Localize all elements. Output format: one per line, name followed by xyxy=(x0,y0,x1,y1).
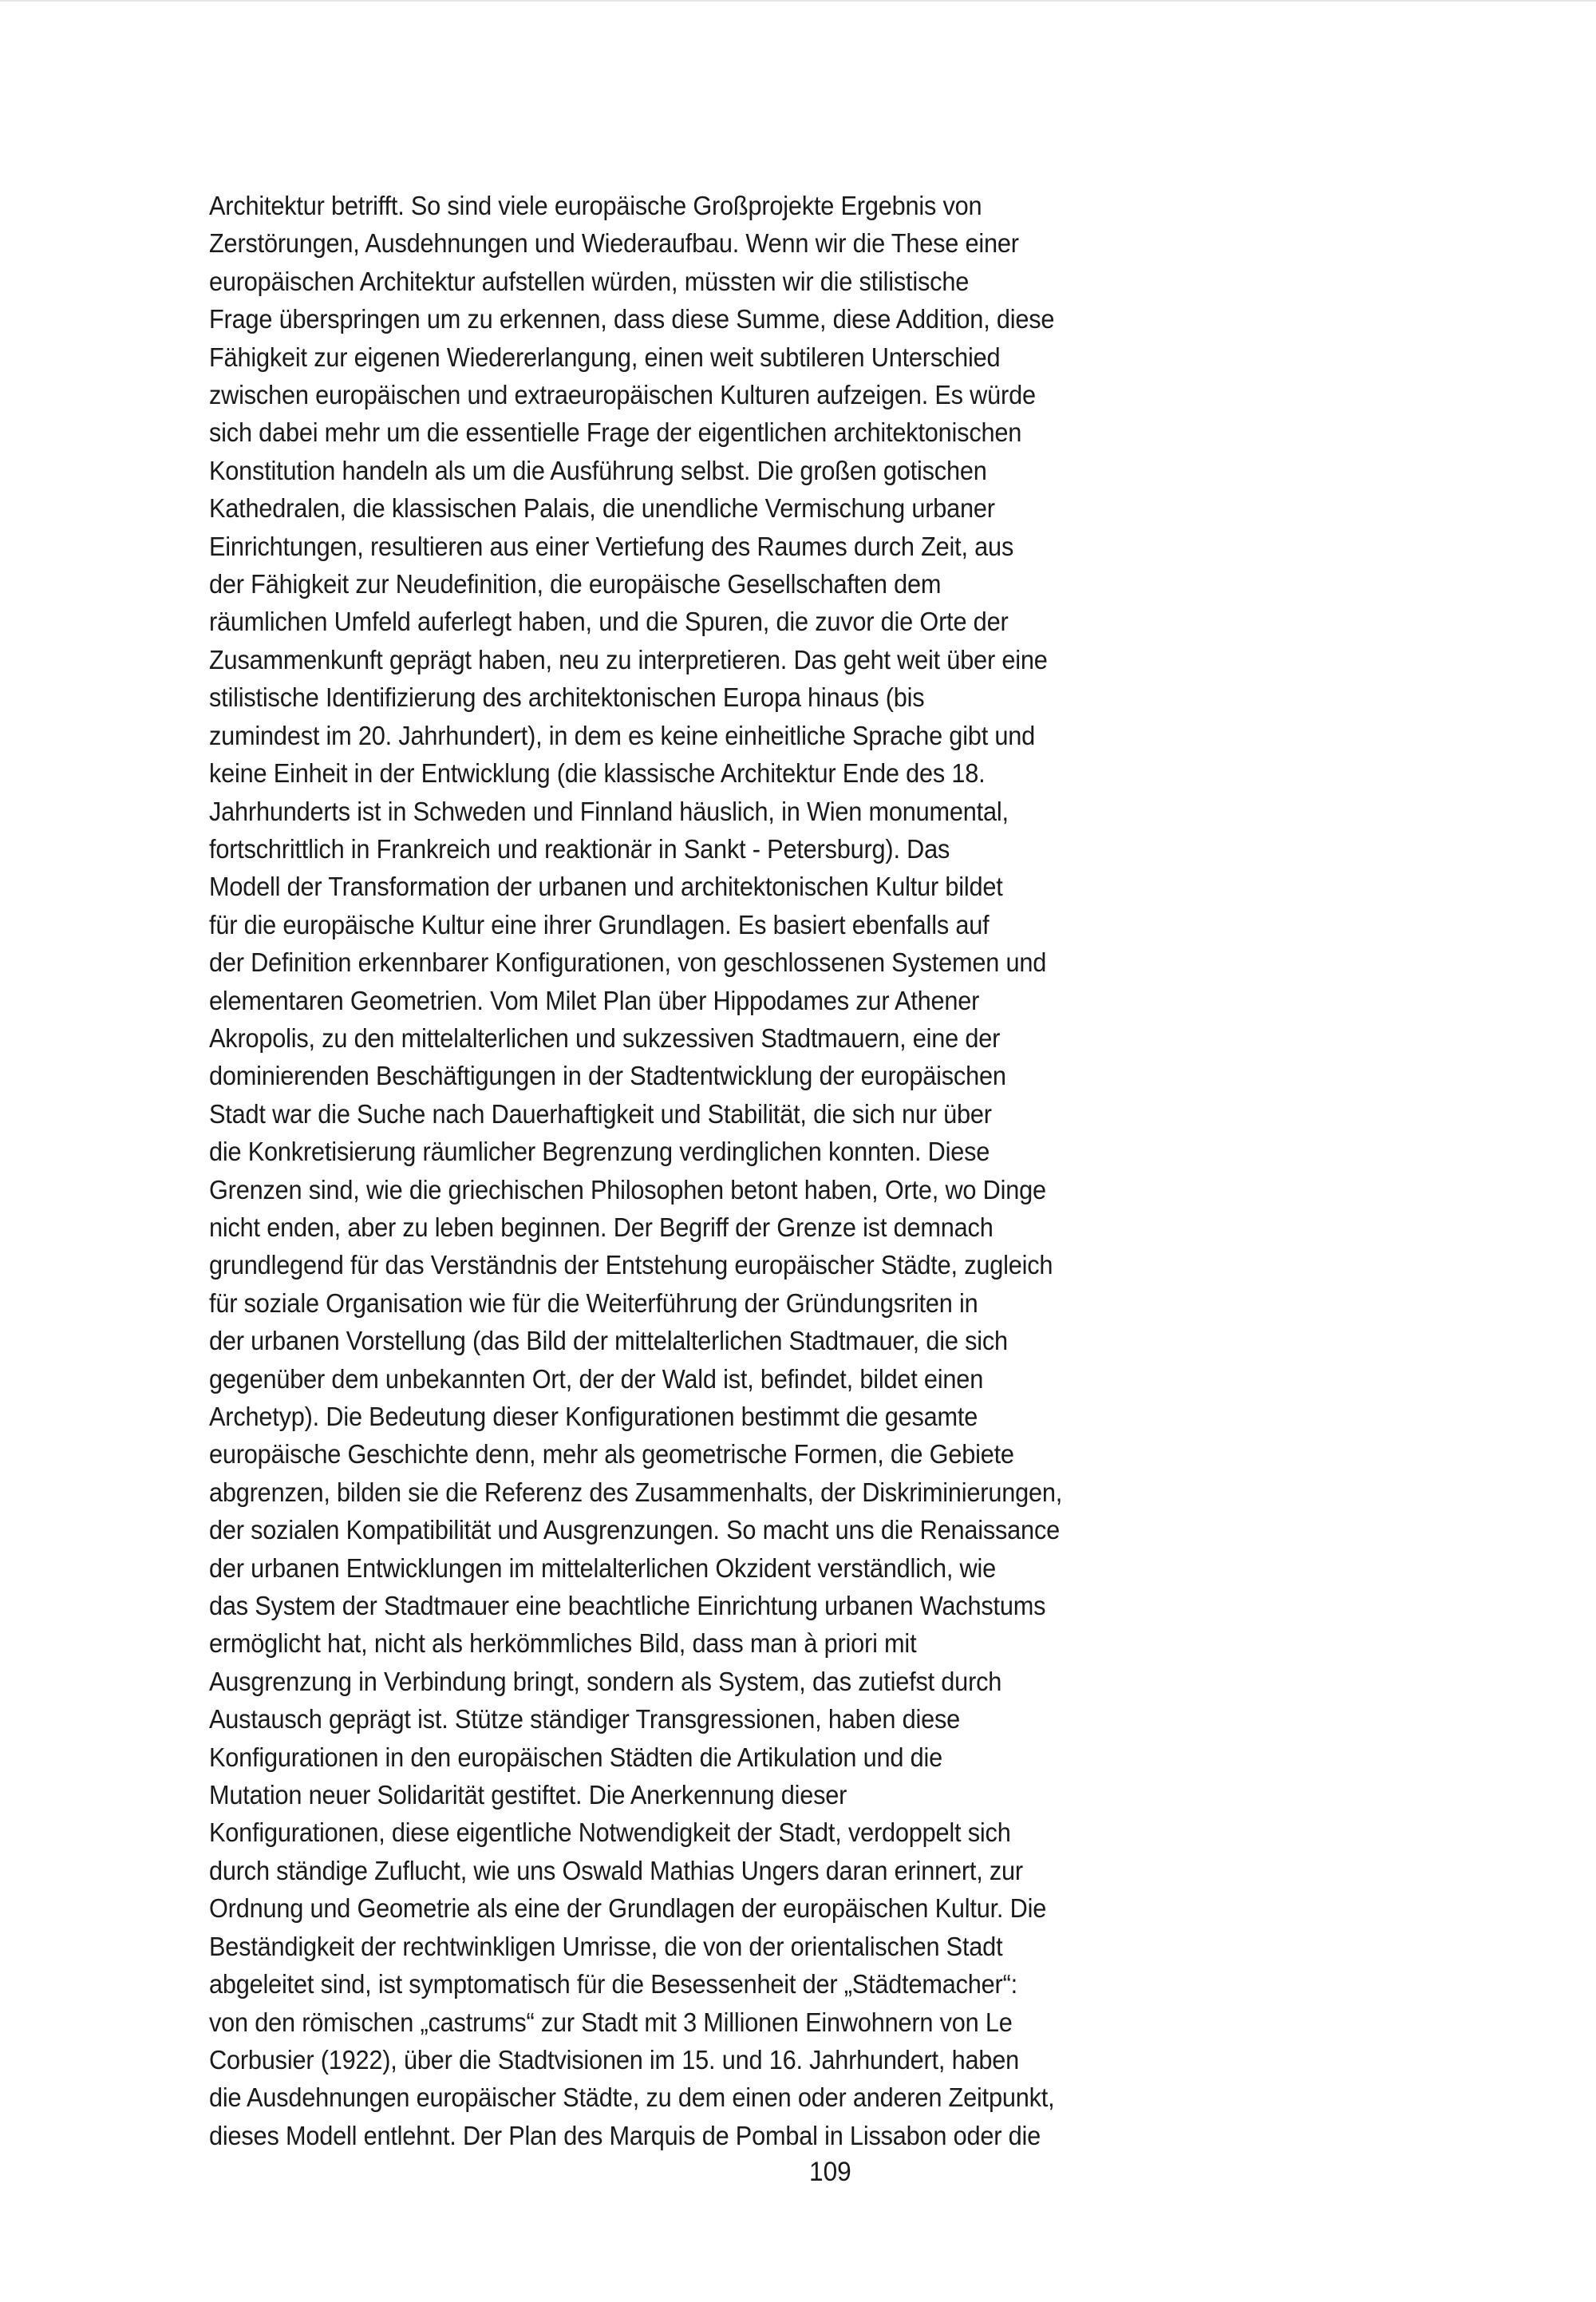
text-line: Frage überspringen um zu erkennen, dass diese Summe, diese Addition, diese xyxy=(209,304,1055,334)
text-line: für die europäische Kultur eine ihrer Grundlagen. Es basiert ebenfalls auf xyxy=(209,909,990,939)
text-line: nicht enden, aber zu leben beginnen. Der Begriff der Grenze ist demnach xyxy=(209,1212,994,1242)
page-number-label: 109 xyxy=(808,2157,851,2187)
text-line: dieses Modell entlehnt. Der Plan des Marquis de Pombal in Lissabon oder die xyxy=(209,2120,1041,2150)
text-line: Corbusier (1922), über die Stadtvisionen im 15. und 16. Jahrhundert, haben xyxy=(209,2044,1020,2075)
text-line: der Fähigkeit zur Neudefinition, die europäische Gesellschaften dem xyxy=(209,569,942,599)
text-line: für soziale Organisation wie für die Weiterführung der Gründungsriten in xyxy=(209,1287,978,1318)
text-line: das System der Stadtmauer eine beachtliche Einrichtung urbanen Wachstums xyxy=(209,1591,1046,1621)
text-line: der urbanen Vorstellung (das Bild der mittelalterlichen Stadtmauer, die sich xyxy=(209,1326,1008,1356)
text-line: Einrichtungen, resultieren aus einer Vertiefung des Raumes durch Zeit, aus xyxy=(209,531,1014,561)
text-line: Architektur betrifft. So sind viele europäische Großprojekte Ergebnis von xyxy=(209,191,982,220)
text-line: zwischen europäischen und extraeuropäischen Kulturen aufzeigen. Es würde xyxy=(209,380,1036,410)
text-line: der urbanen Entwicklungen im mittelalterlichen Okzident verständlich, wie xyxy=(209,1552,997,1583)
text-line: Kathedralen, die klassischen Palais, die unendliche Vermischung urbaner xyxy=(209,493,995,524)
body-text xyxy=(209,187,1144,2154)
text-line: Archetyp). Die Bedeutung dieser Konfigurationen bestimmt die gesamte xyxy=(209,1402,978,1431)
text-line: grundlegend für das Verständnis der Entstehung europäischer Städte, zugleich xyxy=(209,1250,1053,1280)
text-line: keine Einheit in der Entwicklung (die klassische Architektur Ende des 18. xyxy=(209,758,986,789)
text-line: gegenüber dem unbekannten Ort, der der Wald ist, befindet, bildet einen xyxy=(209,1363,984,1394)
text-line: Ordnung und Geometrie als eine der Grundlagen der europäischen Kultur. Die xyxy=(209,1893,1047,1924)
page-number xyxy=(0,2157,1596,2188)
text-line: Konfigurationen, diese eigentliche Notwendigkeit der Stadt, verdoppelt sich xyxy=(209,1817,1011,1848)
text-line: Modell der Transformation der urbanen und architektonischen Kultur bildet xyxy=(209,872,1003,902)
text-line: Ausgrenzung in Verbindung bringt, sondern als System, das zutiefst durch xyxy=(209,1666,1002,1696)
text-line: Akropolis, zu den mittelalterlichen und sukzessiven Stadtmauern, eine der xyxy=(209,1022,1001,1053)
text-line: europäischen Architektur aufstellen würden, müssten wir die stilistische xyxy=(209,266,970,296)
text-line: europäische Geschichte denn, mehr als geometrische Formen, die Gebiete xyxy=(209,1439,1014,1469)
text-line: elementaren Geometrien. Vom Milet Plan über Hippodames zur Athener xyxy=(209,985,980,1015)
text-line: Zusammenkunft geprägt haben, neu zu interpretieren. Das geht weit über eine xyxy=(209,644,1048,674)
text-line: Beständigkeit der rechtwinkligen Umrisse, die von der orientalischen Stadt xyxy=(209,1931,1003,1961)
text-line: Stadt war die Suche nach Dauerhaftigkeit und Stabilität, die sich nur über xyxy=(209,1098,992,1129)
text-line: der Definition erkennbarer Konfigurationen, von geschlossenen Systemen und xyxy=(209,947,1047,978)
text-line: Mutation neuer Solidarität gestiftet. Die Anerkennung dieser xyxy=(209,1780,847,1810)
text-line: abgeleitet sind, ist symptomatisch für die Besessenheit der „Städtemacher“: xyxy=(209,1969,1017,1999)
text-line: Fähigkeit zur eigenen Wiedererlangung, einen weit subtileren Unterschied xyxy=(209,342,1001,372)
text-line: sich dabei mehr um die essentielle Frage der eigentlichen architektonischen xyxy=(209,417,1022,448)
text-line: fortschrittlich in Frankreich und reaktionär in Sankt - Petersburg). Das xyxy=(209,833,950,864)
text-line: die Konkretisierung räumlicher Begrenzung verdinglichen konnten. Diese xyxy=(209,1137,990,1167)
text-line: zumindest im 20. Jahrhundert), in dem es keine einheitliche Sprache gibt und xyxy=(209,720,1036,750)
text-line: Austausch geprägt ist. Stütze ständiger Transgressionen, haben diese xyxy=(209,1704,961,1734)
text-line: räumlichen Umfeld auferlegt haben, und die Spuren, die zuvor die Orte der xyxy=(209,607,1009,637)
text-line: Grenzen sind, wie die griechischen Philosophen betont haben, Orte, wo Dinge xyxy=(209,1174,1046,1204)
text-line: die Ausdehnungen europäischer Städte, zu dem einen oder anderen Zeitpunkt, xyxy=(209,2082,1055,2113)
text-line: dominierenden Beschäftigungen in der Stadtentwicklung der europäischen xyxy=(209,1061,1006,1091)
text-line: abgrenzen, bilden sie die Referenz des Zusammenhalts, der Diskriminierungen, xyxy=(209,1477,1063,1507)
text-line: ermöglicht hat, nicht als herkömmliches Bild, dass man à priori mit xyxy=(209,1628,917,1659)
text-line: durch ständige Zuflucht, wie uns Oswald Mathias Ungers daran erinnert, zur xyxy=(209,1855,1023,1885)
text-line: stilistische Identifizierung des architektonischen Europa hinaus (bis xyxy=(209,682,925,713)
text-line: Konstitution handeln als um die Ausführung selbst. Die großen gotischen xyxy=(209,455,987,485)
text-line: Konfigurationen in den europäischen Städten die Artikulation und die xyxy=(209,1742,942,1772)
text-line: der sozialen Kompatibilität und Ausgrenzungen. So macht uns die Renaissance xyxy=(209,1515,1060,1545)
text-line: Zerstörungen, Ausdehnungen und Wiederaufbau. Wenn wir die These einer xyxy=(209,228,1019,259)
text-line: Jahrhunderts ist in Schweden und Finnland häuslich, in Wien monumental, xyxy=(209,796,1009,826)
text-line: von den römischen „castrums“ zur Stadt mit 3 Millionen Einwohnern von Le xyxy=(209,2007,1013,2037)
